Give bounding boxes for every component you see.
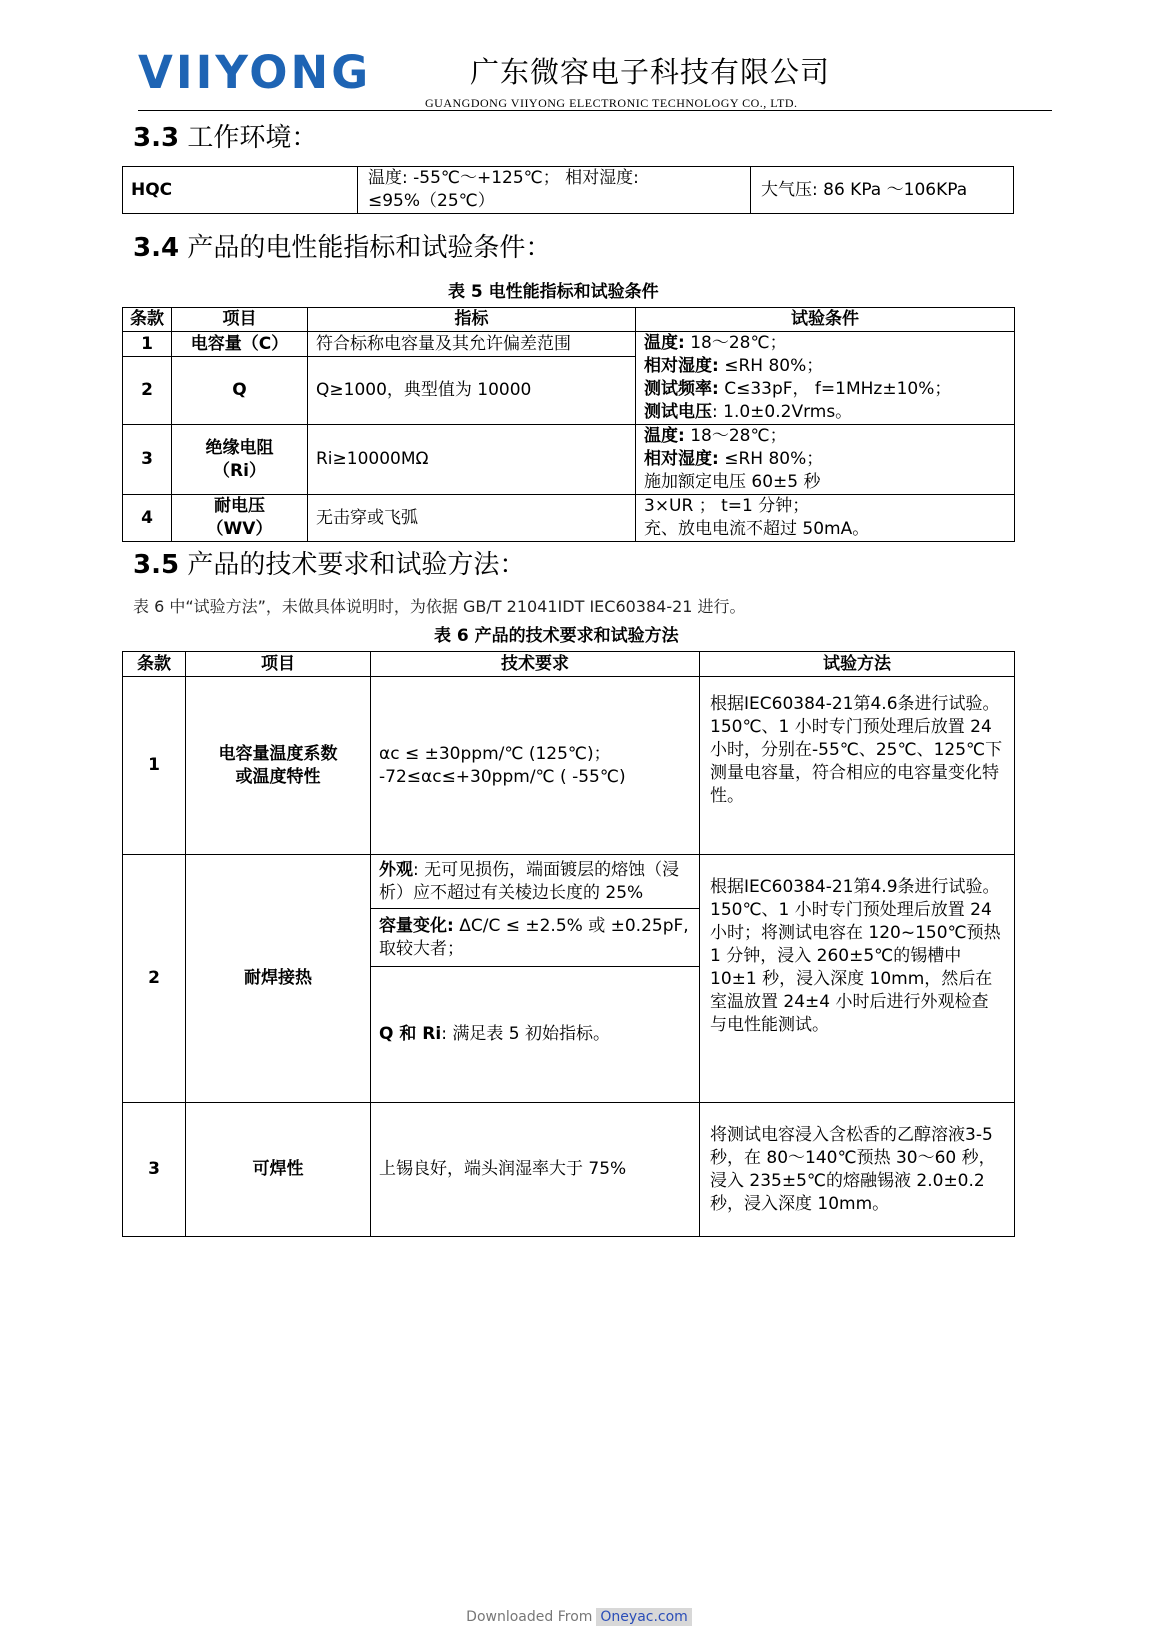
- col-header-requirement: 技术要求: [371, 652, 700, 677]
- cond-text: 施加额定电压 60±5 秒: [644, 472, 821, 492]
- req-text: : 满足表 5 初始指标。: [441, 1024, 610, 1044]
- method-text: 根据IEC60384-21第4.6条进行试验。150℃、1 小时专门预处理后放置 24 小时，分别在-55℃、25℃、125℃下测量电容量，符合相应的电容量变化特性。: [710, 694, 1003, 806]
- table5: [122, 307, 1015, 542]
- method-text: 将测试电容浸入含松香的乙醇溶液3-5 秒，在 80～140℃预热 30～60 秒，浸入 235±5℃的熔融锡液 2.0±0.2 秒，浸入深度 10mm。: [710, 1124, 996, 1214]
- download-footer: [0, 1609, 1158, 1625]
- company-name-en: GUANGDONG VIIYONG ELECTRONIC TECHNOLOGY CO., LTD.: [425, 96, 798, 110]
- row-requirement: [371, 677, 700, 855]
- row-spec: 符合标称电容量及其允许偏差范围: [308, 332, 636, 357]
- pressure-cell: 大气压: 86 KPa ～106KPa: [751, 167, 1014, 214]
- row-item: 耐焊接热: [186, 855, 371, 1103]
- cond-text: ≤RH 80%；: [718, 449, 824, 469]
- row-spec: Q≥1000，典型值为 10000: [308, 357, 636, 425]
- company-logo: VIIYONG: [138, 46, 372, 99]
- item-line: 绝缘电阻: [205, 437, 274, 458]
- table5-caption: 表 5 电性能指标和试验条件: [448, 282, 659, 302]
- row-item: [172, 425, 308, 495]
- section-title: 工作环境：: [179, 123, 318, 153]
- section-number: 3.5: [133, 550, 180, 580]
- table-row: [123, 1103, 1015, 1237]
- footer-link[interactable]: Oneyac.com: [596, 1608, 691, 1626]
- cond-line: 充、放电电流不超过 50mA。: [644, 519, 870, 539]
- req-label: 容量变化:: [379, 916, 454, 936]
- col-header-item: 项目: [172, 308, 308, 332]
- row-requirement: 上锡良好，端头润湿率大于 75%: [371, 1103, 700, 1237]
- col-header-no: 条款: [123, 308, 172, 332]
- row-item: 电容量（C）: [172, 332, 308, 357]
- temp-humidity-cell: 温度: -55℃～+125℃； 相对湿度: ≤95%（25℃）: [358, 167, 751, 214]
- table6-caption: 表 6 产品的技术要求和试验方法: [434, 626, 679, 646]
- row-no: 1: [123, 677, 186, 855]
- section-number: 3.3: [133, 123, 180, 153]
- cond-label: 相对湿度:: [644, 449, 719, 469]
- col-header-item: 项目: [186, 652, 371, 677]
- row-item: [186, 677, 371, 855]
- req-appearance: [371, 855, 700, 909]
- company-name-cn: 广东微容电子科技有限公司: [470, 55, 831, 89]
- cond-text: : 1.0±0.2Vrms。: [712, 402, 853, 422]
- table-row: [123, 167, 1014, 214]
- row-item: 可焊性: [186, 1103, 371, 1237]
- method-text: 根据IEC60384-21第4.9条进行试验。150℃、1 小时专门预处理后放置 24小时；将测试电容在 120~150℃预热 1 分钟，浸入 260±5℃的锡槽中 10±1 秒，浸入深度 10mm，然后在室温放置 24±4 小时后进行外观检查与电性能测试。: [710, 876, 1001, 1035]
- req-line: αc ≤ ±30ppm/℃ (125℃)；: [379, 743, 611, 764]
- section-title: 产品的技术要求和试验方法：: [179, 550, 526, 580]
- table-row: [123, 677, 1015, 855]
- row-spec: Ri≥10000MΩ: [308, 425, 636, 495]
- item-line: 耐电压: [214, 496, 265, 516]
- table-row: [123, 495, 1015, 542]
- row-item: Q: [172, 357, 308, 425]
- cond-text: C≤33pF， f=1MHz±10%；: [718, 379, 952, 399]
- col-header-method: 试验方法: [700, 652, 1015, 677]
- col-header-spec: 指标: [308, 308, 636, 332]
- req-text: : 无可见损伤，端面镀层的熔蚀（浸析）应不超过有关棱边长度的 25%: [379, 859, 680, 903]
- cond-label: 测试频率:: [644, 379, 719, 399]
- section-3-3-heading: [133, 125, 317, 151]
- row-condition: [636, 425, 1015, 495]
- cond-label: 温度:: [644, 333, 685, 353]
- req-capacitance-change: [371, 909, 700, 967]
- req-text: ΔC/C ≤ ±2.5% 或 ±0.25pF,取较大者；: [379, 916, 689, 959]
- req-label: Q 和 Ri: [379, 1024, 442, 1044]
- item-line: （WV）: [206, 519, 273, 539]
- req-line: -72≤αc≤+30ppm/℃ ( -55℃): [379, 766, 626, 787]
- row-method: [700, 855, 1015, 1103]
- req-q-ri: [371, 967, 700, 1103]
- req-label: 外观: [379, 859, 413, 880]
- environment-table: [122, 166, 1014, 214]
- table-row: [123, 855, 1015, 909]
- footer-text: Downloaded From: [466, 1609, 593, 1625]
- row-no: 3: [123, 425, 172, 495]
- section-3-4-heading: [133, 235, 551, 261]
- cond-text: 18～28℃；: [684, 333, 787, 353]
- product-code: HQC: [123, 167, 358, 214]
- row-condition: [636, 495, 1015, 542]
- cond-text: 18～28℃；: [684, 426, 787, 446]
- row-method: [700, 677, 1015, 855]
- table-header-row: [123, 308, 1015, 332]
- row-no: 4: [123, 495, 172, 542]
- row-item: [172, 495, 308, 542]
- section-number: 3.4: [133, 233, 180, 263]
- cond-label: 温度:: [644, 426, 685, 446]
- col-header-condition: 试验条件: [636, 308, 1015, 332]
- table-header-row: [123, 652, 1015, 677]
- table6-note: 表 6 中“试验方法”，未做具体说明时，为依据 GB/T 21041IDT IEC60384-21 进行。: [133, 597, 746, 616]
- row-no: 2: [123, 855, 186, 1103]
- item-line: （Ri）: [213, 460, 266, 481]
- row-no: 1: [123, 332, 172, 357]
- row-no: 2: [123, 357, 172, 425]
- item-line: 或温度特性: [235, 766, 321, 787]
- section-title: 产品的电性能指标和试验条件：: [179, 233, 552, 263]
- header-rule: [138, 110, 1052, 111]
- row-method: [700, 1103, 1015, 1237]
- row-condition: [636, 332, 1015, 425]
- cond-line: 3×UR ； t=1 分钟；: [644, 496, 810, 516]
- table-row: [123, 332, 1015, 357]
- cond-text: ≤RH 80%；: [718, 356, 824, 376]
- row-spec: 无击穿或飞弧: [308, 495, 636, 542]
- table-row: [123, 425, 1015, 495]
- cond-label: 测试电压: [644, 402, 712, 422]
- section-3-5-heading: [133, 552, 525, 578]
- row-no: 3: [123, 1103, 186, 1237]
- item-line: 电容量温度系数: [218, 743, 338, 764]
- cond-label: 相对湿度:: [644, 356, 719, 376]
- table6: [122, 651, 1015, 1237]
- col-header-no: 条款: [123, 652, 186, 677]
